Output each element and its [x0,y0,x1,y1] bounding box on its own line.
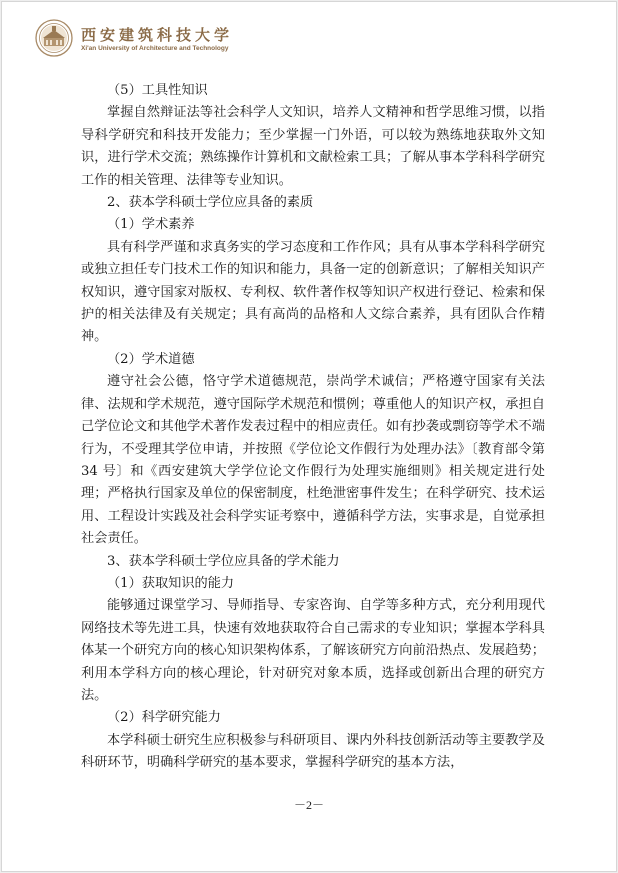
section-heading: 3、获本学科硕士学位应具备的学术能力 [107,553,340,569]
section-heading: （1）获取知识的能力 [107,575,235,591]
paragraph: 能够通过课堂学习、导师指导、专家咨询、自学等多种方式，充分利用现代网络技术等先进工具，快速有效地获取符合自己需求的专业知识；掌握本学科具体某一个研究方向的核心知识架构体系，了解该研究方向前沿热点、发展趋势；利用本学科方向的核心理论，针对研究对象本质，选择或创新出合理的研究方法。 [81,598,545,703]
section-heading: （5）工具性知识 [107,83,208,98]
university-name-cn: 西安建筑科技大学 [81,26,234,44]
section-heading: （2）科学研究能力 [107,710,221,726]
section-heading: （2）学术道德 [107,351,195,367]
section-heading: （1）学术素养 [107,217,195,233]
paragraph: 具有科学严谨和求真务实的学习态度和工作作风；具有从事本学科科学研究或独立担任专门技术工作的知识和能力，具备一定的创新意识；了解相关知识产权知识，遵守国家对版权、专利权、软件著作权等知识产权进行登记、检索和保护的相关法律及有关规定；具有高尚的品格和人文综合素养，具有团队合作精神。 [81,239,545,345]
university-seal-logo [35,19,73,57]
paragraph: 掌握自然辩证法等社会科学人文知识，培养人文精神和哲学思维习惯，以指导科学研究和科技开发能力；至少掌握一门外语，可以较为熟练地获取外文知识，进行学术交流；熟练操作计算机和文献检索工具；了解从事本学科科学研究工作的相关管理、法律等专业知识。 [81,105,545,188]
section-heading: 2、获本学科硕士学位应具备的素质 [107,195,314,211]
document-page [1,1,617,872]
university-name-en: Xi'an University of Architecture and Technology [81,45,229,52]
document-body [81,80,545,775]
paragraph: 本学科硕士研究生应积极参与科研项目、课内外科技创新活动等主要教学及科研环节，明确科学研究的基本要求，掌握科学研究的基本方法， [81,732,545,771]
page-number: －2－ [293,798,324,812]
paragraph: 遵守社会公德，恪守学术道德规范，崇尚学术诚信；严格遵守国家有关法律、法规和学术规范，遵守国际学术规范和惯例；尊重他人的知识产权，承担自己学位论文和其他学术著作发表过程中的相应责任。如有抄袭或剽窃等学术不端行为，不受理其学位申请，并按照《学位论文作假行为处理办法》〔教育部令第 34 号〕和《西安建筑大学学位论文作假行为处理实施细则》相关规定进行处理；严格执行国家及单位的保密制度，杜绝泄密事件发生；在科学研究、技术运用、工程设计实践及社会科学实证考察中，遵循科学方法，实事求是，自觉承担社会责任。 [81,374,545,547]
